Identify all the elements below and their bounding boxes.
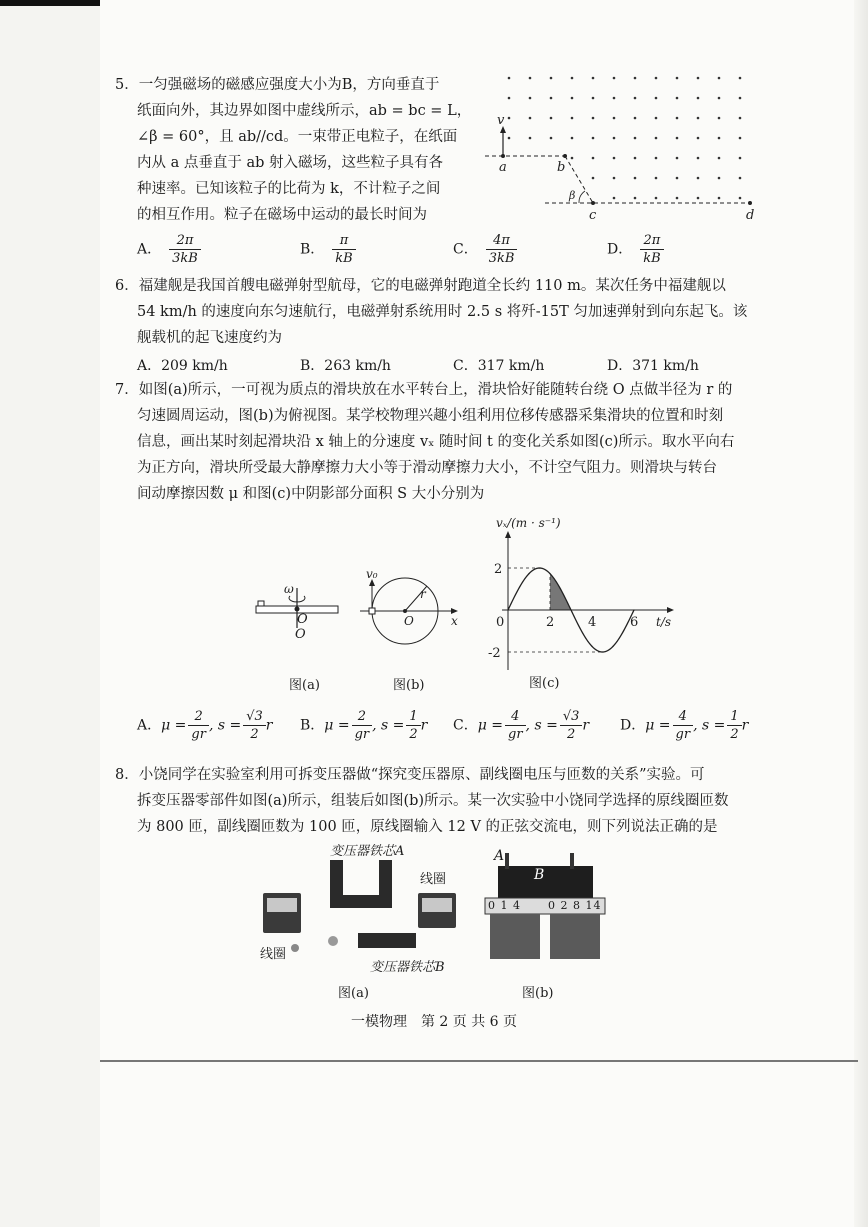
x-axis-label: t/s (656, 615, 672, 629)
field-dot (613, 77, 616, 80)
field-dot (613, 157, 616, 160)
denominator: kB (335, 251, 353, 266)
q6-line: 54 km/h 的速度向东匀速航行，电磁弹射系统用时 2.5 s 将歼-15T 匀加速弹射到向东起飞。该 (137, 304, 748, 320)
data-point (560, 588, 561, 589)
field-dot (634, 197, 637, 200)
data-point (633, 609, 634, 610)
numerator: 2 (352, 708, 373, 726)
field-dot (697, 137, 700, 140)
q7-line: 为正方向，滑块所受最大静摩擦力大小等于滑动摩擦力大小，不计空气阻力。则滑块与转台 (137, 460, 717, 476)
mu-fraction (673, 708, 694, 743)
data-point (549, 573, 550, 574)
label-a: A (494, 848, 505, 864)
field-dot (718, 117, 721, 120)
numerator: 1 (406, 708, 420, 726)
field-dot (655, 197, 658, 200)
field-dot (634, 177, 637, 180)
r-label: r (420, 587, 426, 601)
field-dot (508, 97, 511, 100)
field-dot (571, 137, 574, 140)
field-dot (718, 197, 721, 200)
core-b-label: 变压器铁芯B (370, 960, 445, 975)
denominator: 3kB (488, 251, 515, 266)
numerator: 1 (727, 708, 741, 726)
page-footer: 一模物理 第 2 页 共 6 页 (350, 1014, 518, 1030)
field-dot (613, 197, 616, 200)
data-point (570, 609, 571, 610)
field-dots (508, 77, 742, 200)
figure-8a-caption: 图(a) (338, 986, 369, 1001)
label-a: a (499, 160, 507, 175)
q7-option-a[interactable] (137, 708, 272, 743)
q7-figure-a-o-label (245, 620, 306, 642)
field-dot (718, 97, 721, 100)
field-dot (739, 157, 742, 160)
label-b: B (534, 867, 545, 883)
q8-line: 拆变压器零部件如图(a)所示，组装后如图(b)所示。某一次实验中小饶同学选择的原线圈匝数 (137, 793, 729, 809)
field-dot (571, 77, 574, 80)
option-label: B． (300, 241, 325, 258)
label-beta: β (569, 189, 576, 202)
field-dot (613, 177, 616, 180)
fraction (169, 232, 201, 267)
point-b (563, 154, 567, 158)
data-point (581, 630, 582, 631)
field-dot (550, 137, 553, 140)
q7-option-b[interactable] (300, 708, 427, 743)
field-dot (592, 177, 595, 180)
data-point (602, 651, 603, 652)
field-dot (697, 77, 700, 80)
field-dot (571, 97, 574, 100)
q5-option-c[interactable] (453, 232, 517, 267)
field-dot (508, 137, 511, 140)
fraction (486, 232, 518, 267)
q7-figure-c-chart (470, 515, 680, 675)
option-label: C． (453, 717, 478, 734)
numerator: 4 (673, 708, 694, 726)
numerator: 2π (169, 232, 201, 250)
field-dot (634, 77, 637, 80)
field-dot (676, 117, 679, 120)
field-dot (571, 157, 574, 160)
field-dot (697, 117, 700, 120)
label-v: v (497, 113, 505, 128)
q5-line: 5．一匀强磁场的磁感应强度大小为B，方向垂直于 (115, 77, 440, 93)
data-point (612, 646, 613, 647)
coil-left-label-plate (267, 898, 297, 912)
q8-figure-a-photo (255, 838, 470, 978)
q7-line: 信息，画出某时刻起滑块沿 x 轴上的分速度 vₓ 随时间 t 的变化关系如图(c)所示。取水平向右 (137, 434, 735, 450)
mu-fraction (188, 708, 209, 743)
scan-artifact (0, 0, 100, 6)
scan-margin (0, 0, 100, 1227)
field-dot (634, 117, 637, 120)
field-dot (655, 77, 658, 80)
mu-symbol: μ = (477, 717, 503, 734)
numerator: 2 (188, 708, 209, 726)
v0-label: v₀ (366, 567, 378, 581)
x-tick-label: 4 (588, 615, 597, 630)
denominator: 2 (250, 727, 259, 742)
field-dot (550, 117, 553, 120)
field-dot (655, 157, 658, 160)
option-label: D． (620, 717, 646, 734)
mu-fraction (505, 708, 526, 743)
q7-line: 间动摩擦因数 μ 和图(c)中阴影部分面积 S 大小分别为 (137, 486, 485, 502)
fig-a-o-label: O (297, 612, 308, 627)
numerator: √3 (560, 708, 583, 726)
data-point (518, 588, 519, 589)
field-dot (676, 177, 679, 180)
r-symbol: r (420, 717, 428, 734)
r-symbol: r (265, 717, 273, 734)
field-dot (676, 77, 679, 80)
screw-part (291, 944, 299, 952)
figure-b-caption: 图(b) (393, 678, 425, 693)
field-dot (550, 77, 553, 80)
field-dot (739, 197, 742, 200)
q6-option-d[interactable]: D．371 km/h (607, 358, 699, 374)
q7-option-c[interactable] (453, 708, 589, 743)
field-dot (655, 97, 658, 100)
field-dot (592, 117, 595, 120)
denominator: kB (643, 251, 661, 266)
y-tick-label: 2 (494, 562, 503, 577)
q5-magnetic-field-figure (475, 68, 765, 228)
coil-left-label: 线圈 (260, 947, 287, 962)
o-label: O (295, 627, 306, 642)
y-axis-arrow (505, 531, 511, 538)
q8-figure-b-photo (480, 848, 610, 963)
omega-label: ω (284, 582, 294, 596)
question-7-text (115, 377, 765, 507)
x-label: x (451, 614, 458, 628)
figure-8b-caption: 图(b) (522, 986, 554, 1001)
scan-shadow (854, 0, 868, 1227)
slider-block (258, 601, 264, 606)
r-symbol: r (741, 717, 749, 734)
q6-line: 6．福建舰是我国首艘电磁弹射型航母，它的电磁弹射跑道全长约 110 m。某次任务中福建舰以 (115, 278, 726, 294)
field-dot (550, 97, 553, 100)
r-symbol: r (582, 717, 590, 734)
q8-line: 8．小饶同学在实验室利用可拆变压器做“探究变压器原、副线圈电压与匝数的关系”实验。可 (115, 767, 705, 783)
mu-fraction (352, 708, 373, 743)
q7-line: 7．如图(a)所示，一可视为质点的滑块放在水平转台上，滑块恰好能随转台绕 O 点做半径为 r 的 (115, 382, 733, 398)
field-dot (739, 77, 742, 80)
s-fraction (243, 708, 266, 743)
point-c (591, 201, 595, 205)
denominator: 3kB (172, 251, 198, 266)
q5-line: ∠β = 60°，且 ab//cd。一束带正电粒子，在纸面 (137, 129, 458, 145)
field-dot (592, 77, 595, 80)
numerator: π (332, 232, 355, 250)
field-dot (613, 97, 616, 100)
field-dot (718, 77, 721, 80)
field-dot (739, 137, 742, 140)
denominator: 2 (409, 727, 418, 742)
field-dot (718, 157, 721, 160)
q6-option-b[interactable]: B．263 km/h (300, 358, 391, 374)
field-dot (655, 117, 658, 120)
q7-figure-b (360, 565, 470, 655)
scale-left: 0 1 4 (488, 899, 521, 912)
slider-block (369, 608, 375, 614)
denominator: gr (191, 727, 206, 742)
q6-line: 舰载机的起飞速度约为 (137, 330, 282, 346)
x-axis-arrow (667, 607, 674, 613)
field-dot (529, 97, 532, 100)
field-dot (655, 137, 658, 140)
field-dot (592, 137, 595, 140)
o-label: O (404, 614, 414, 628)
angle-beta-arc (579, 191, 585, 203)
field-dot (676, 97, 679, 100)
point-d (748, 201, 752, 205)
s-fraction (406, 708, 420, 743)
y-tick-label: -2 (488, 646, 501, 661)
field-dot (634, 97, 637, 100)
field-dot (697, 177, 700, 180)
field-dot (676, 157, 679, 160)
data-point (507, 609, 508, 610)
numerator: √3 (243, 708, 266, 726)
terminal-screw (505, 853, 509, 869)
label-d: d (746, 208, 755, 223)
figure-a-caption: 图(a) (289, 678, 320, 693)
s-symbol: , s = (525, 717, 558, 734)
s-symbol: , s = (208, 717, 242, 734)
denominator: 2 (730, 727, 739, 742)
q5-option-b[interactable] (300, 232, 356, 267)
field-dot (592, 97, 595, 100)
q5-line: 纸面向外，其边界如图中虚线所示，ab = bc = L， (137, 103, 472, 119)
q5-option-a[interactable] (137, 232, 201, 267)
label-b: b (557, 160, 566, 175)
q5-line: 的相互作用。粒子在磁场中运动的最长时间为 (137, 207, 427, 223)
figure-c-caption: 图(c) (529, 676, 560, 691)
data-point (623, 630, 624, 631)
numerator: 4π (486, 232, 518, 250)
field-dot (697, 97, 700, 100)
mu-symbol: μ = (645, 717, 671, 734)
field-dot (739, 97, 742, 100)
denominator: gr (675, 727, 691, 742)
numerator: 2π (640, 232, 663, 250)
secondary-coil (550, 914, 600, 959)
point-a (501, 154, 505, 158)
core-b-bar (358, 933, 416, 948)
field-dot (529, 77, 532, 80)
coil-right-label-plate (422, 898, 452, 912)
screw-part (328, 936, 338, 946)
numerator: 4 (505, 708, 526, 726)
denominator: 2 (566, 727, 576, 742)
field-dot (613, 117, 616, 120)
q8-line: 为 800 匝，副线圈匝数为 100 匝，原线圈输入 12 V 的正弦交流电，则下列说法正确的是 (137, 819, 718, 835)
scale-right: 0 2 8 14 (548, 899, 602, 912)
terminal-screw (570, 853, 574, 869)
question-6-text (115, 273, 765, 351)
page-bottom-rule (100, 1060, 858, 1062)
core-a-gap (343, 860, 379, 895)
field-dot (718, 177, 721, 180)
center-point (295, 607, 300, 612)
s-symbol: , s = (693, 717, 726, 734)
field-dot (697, 197, 700, 200)
mu-symbol: μ = (161, 717, 187, 734)
field-dot (613, 137, 616, 140)
field-dot (529, 137, 532, 140)
label-c: c (589, 208, 597, 223)
option-label: C． (453, 241, 478, 258)
x-tick-label: 6 (630, 615, 639, 630)
center-o (403, 609, 407, 613)
field-dot (634, 157, 637, 160)
mu-symbol: μ = (324, 717, 350, 734)
data-point (591, 646, 592, 647)
q5-option-d[interactable] (607, 232, 664, 267)
field-dot (718, 137, 721, 140)
question-5-text (115, 72, 475, 228)
s-fraction (560, 708, 583, 743)
field-dot (676, 197, 679, 200)
field-dot (571, 117, 574, 120)
data-point (539, 567, 540, 568)
primary-coil (490, 914, 540, 959)
q6-option-c[interactable]: C．317 km/h (453, 358, 545, 374)
option-label: A． (137, 717, 162, 734)
field-dot (676, 137, 679, 140)
q7-option-d[interactable] (620, 708, 748, 743)
data-point (528, 573, 529, 574)
denominator: gr (508, 727, 523, 742)
option-label: D． (607, 241, 633, 258)
q7-line: 匀速圆周运动，图(b)为俯视图。某学校物理兴趣小组利用位移传感器采集滑块的位置和时刻 (137, 408, 724, 424)
y-axis-label: vₓ/(m · s⁻¹) (496, 516, 561, 530)
core-a-label: 变压器铁芯A (330, 844, 405, 859)
field-dot (697, 157, 700, 160)
s-symbol: , s = (372, 717, 405, 734)
q6-option-a[interactable]: A．209 km/h (137, 358, 228, 374)
field-dot (634, 137, 637, 140)
q5-line: 内从 a 点垂直于 ab 射入磁场，这些粒子具有各 (137, 155, 444, 171)
denominator: gr (354, 727, 370, 742)
option-label: A． (137, 241, 162, 258)
q5-line: 种速率。已知该粒子的比荷为 k，不计粒子之间 (137, 181, 441, 197)
field-dot (508, 117, 511, 120)
field-dot (739, 177, 742, 180)
question-8-text (115, 762, 765, 840)
origin-label: 0 (496, 615, 505, 630)
field-dot (592, 157, 595, 160)
field-dot (655, 177, 658, 180)
field-dot (529, 117, 532, 120)
s-fraction (727, 708, 741, 743)
fraction (332, 232, 355, 267)
coil-right-label: 线圈 (420, 872, 447, 887)
field-dot (739, 117, 742, 120)
option-label: B． (300, 717, 325, 734)
fraction (640, 232, 663, 267)
x-tick-label: 2 (546, 615, 555, 630)
field-dot (508, 77, 511, 80)
